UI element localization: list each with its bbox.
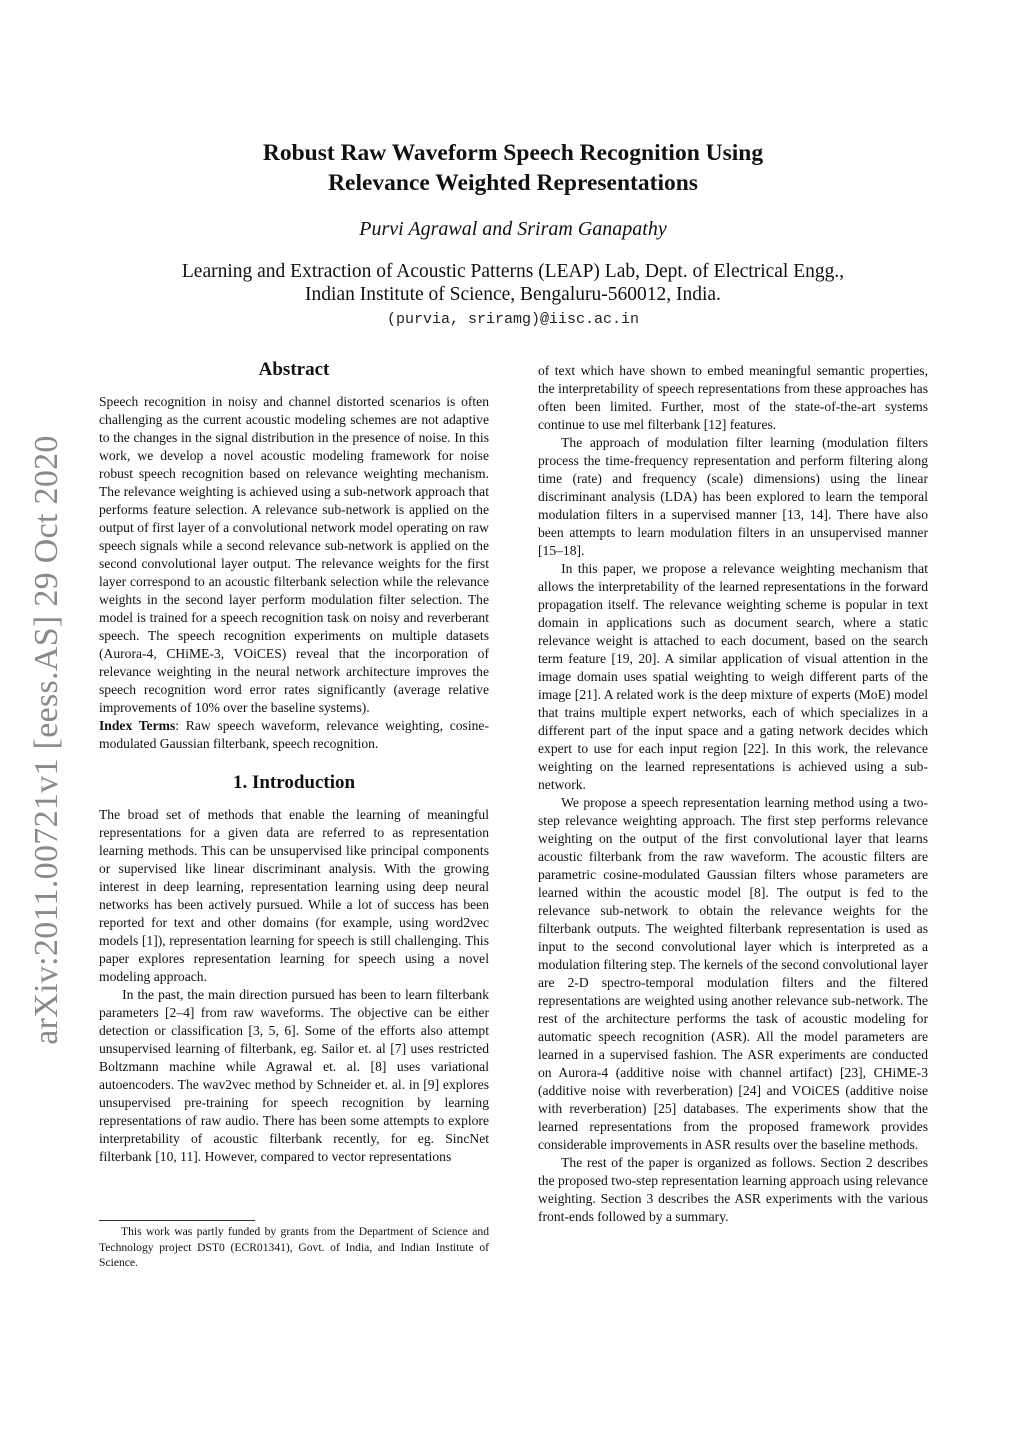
index-terms-label: Index Terms — [99, 718, 176, 733]
introduction-heading: 1. Introduction — [232, 772, 356, 793]
intro-paragraph-3: The approach of modulation filter learning (modulation filters process the time-frequency representation and perform filtering along time (rate) and frequency (scale) dimensions) using the linear discriminant analysis (LDA) has been explored to learn the temporal modulation filters in a supervised manner [13, 14]. There have also been attempts to learn modulation filters in an unsupervised manner [15–18]. — [538, 435, 928, 558]
footnote-text: This work was partly funded by grants from the Department of Science and Technology project DST0 (ECR01341), Govt. of India, and Indian Institute of Science. — [99, 1225, 489, 1269]
footnote-divider — [99, 1220, 255, 1221]
affiliation-line: Learning and Extraction of Acoustic Patterns (LEAP) Lab, Dept. of Electrical Engg., — [181, 261, 845, 282]
intro-paragraph-6: The rest of the paper is organized as follows. Section 2 describes the proposed two-step representation learning approach using relevance weighting. Section 3 describes the ASR experiments with the various front-ends followed by a summary. — [538, 1155, 928, 1224]
right-column — [538, 362, 928, 1226]
abstract-text: Speech recognition in noisy and channel distorted scenarios is often challenging as the current acoustic modeling schemes are not adaptive to the changes in the signal distribution in the presence of noise. In this work, we develop a novel acoustic modeling framework for noise robust speech recognition based on relevance weighting mechanism. The relevance weighting is achieved using a sub-network approach that performs feature selection. A relevance sub-network is applied on the output of first layer of a convolutional network model operating on raw speech signals while a second relevance sub-network is applied on the second convolutional layer output. The relevance weights for the first layer correspond to an acoustic filterbank selection while the relevance weights in the second layer perform modulation filter selection. The model is trained for a speech recognition task on noisy and reverberant speech. The speech recognition experiments on multiple datasets (Aurora-4, CHiME-3, VOiCES) reveal that the incorporation of relevance weighting in the neural network architecture improves the speech recognition word error rates significantly (average relative improvements of 10% over the baseline systems). — [99, 394, 489, 715]
arxiv-id: arXiv:2011.00721v1 [eess.AS] 29 Oct 2020 — [28, 435, 65, 1045]
intro-paragraph-5: We propose a speech representation learning method using a two-step relevance weighting approach. The first step performs relevance weighting on the output of the first convolutional layer that learns acoustic filterbank from the raw waveform. The acoustic filters are parametric cosine-modulated Gaussian filters whose parameters are learned within the acoustic model [8]. The output is fed to the relevance sub-network to obtain the relevance weights for the filterbank outputs. The weighted filterbank representation is used as input to the second convolutional layer which is interpreted as a modulation filtering step. The kernels of the second convolutional layer are 2-D spectro-temporal modulation filters and the filtered representations are weighted using another relevance sub-network. The rest of the architecture performs the task of acoustic modeling for automatic speech recognition (ASR). All the model parameters are learned in a supervised fashion. The ASR experiments are conducted on Aurora-4 (additive noise with channel artifact) [23], CHiME-3 (additive noise with reverberation) [24] and VOiCES (additive noise with reverberation) [25] databases. The experiments show that the learned representations from the proposed framework provides considerable improvements in ASR results over the baseline methods. — [538, 795, 928, 1152]
intro-paragraph-4: In this paper, we propose a relevance weighting mechanism that allows the interpretability of the learned representations in the forward propagation itself. The relevance weighting scheme is popular in text domain in applications such as document search, where a static relevance weight is attached to each document, based on the search term feature [19, 20]. A similar application of visual attention in the image domain uses spatial weighting to weigh different parts of the image [21]. A related work is the deep mixture of experts (MoE) model that trains multiple expert networks, each of which specializes in a different part of the input space and a gating network decides which expert to use for each input region [22]. In this work, the relevance weighting on the learned representations is achieved using a sub-network. — [538, 561, 928, 792]
intro-paragraph-2-continued: of text which have shown to embed meaningful semantic properties, the interpretability of speech representations from these approaches has often been limited. Further, most of the state-of-the-art systems continue to use mel filterbank [12] features. — [538, 363, 928, 432]
author-email: (purvia, sriramg)@iisc.ac.in — [386, 311, 640, 328]
footnote — [99, 1224, 489, 1271]
index-terms — [99, 717, 489, 753]
intro-paragraph-2: In the past, the main direction pursued has been to learn filterbank parameters [2–4] from raw waveforms. The objective can be either detection or classification [3, 5, 6]. Some of the efforts also attempt unsupervised learning of filterbank, eg. Sailor et. al [7] uses restricted Boltzmann machine while Agrawal et. al. [8] uses variational autoencoders. The wav2vec method by Schneider et. al. in [9] explores unsupervised pre-training for speech recognition by learning representations of raw audio. There has been some attempts to explore interpretability of acoustic filterbank recently, for eg. SincNet filterbank [10, 11]. However, compared to vector representations — [99, 987, 489, 1164]
intro-paragraph-1: The broad set of methods that enable the learning of meaningful representations for a given data are referred to as representation learning methods. This can be unsupervised like principal components or supervised like linear discriminant analysis. With the growing interest in deep learning, representation learning using deep neural networks has been actively pursued. While a lot of success has been reported for text and other domains (for example, using word2vec models [1]), representation learning for speech is still challenging. This paper explores representation learning for speech using a novel modeling approach. — [99, 807, 489, 984]
authors: Purvi Agrawal and Sriram Ganapathy — [359, 218, 667, 240]
paper-title — [100, 138, 926, 198]
index-terms-text: : Raw speech waveform, relevance weighting, cosine-modulated Gaussian filterbank, speech recognition. — [99, 718, 489, 751]
affiliation — [100, 260, 926, 306]
title-line: Robust Raw Waveform Speech Recognition Using — [262, 140, 764, 166]
abstract-heading: Abstract — [258, 359, 330, 380]
title-line: Relevance Weighted Representations — [328, 170, 698, 196]
affiliation-line: Indian Institute of Science, Bengaluru-560012, India. — [305, 284, 721, 305]
left-column — [99, 356, 489, 1166]
